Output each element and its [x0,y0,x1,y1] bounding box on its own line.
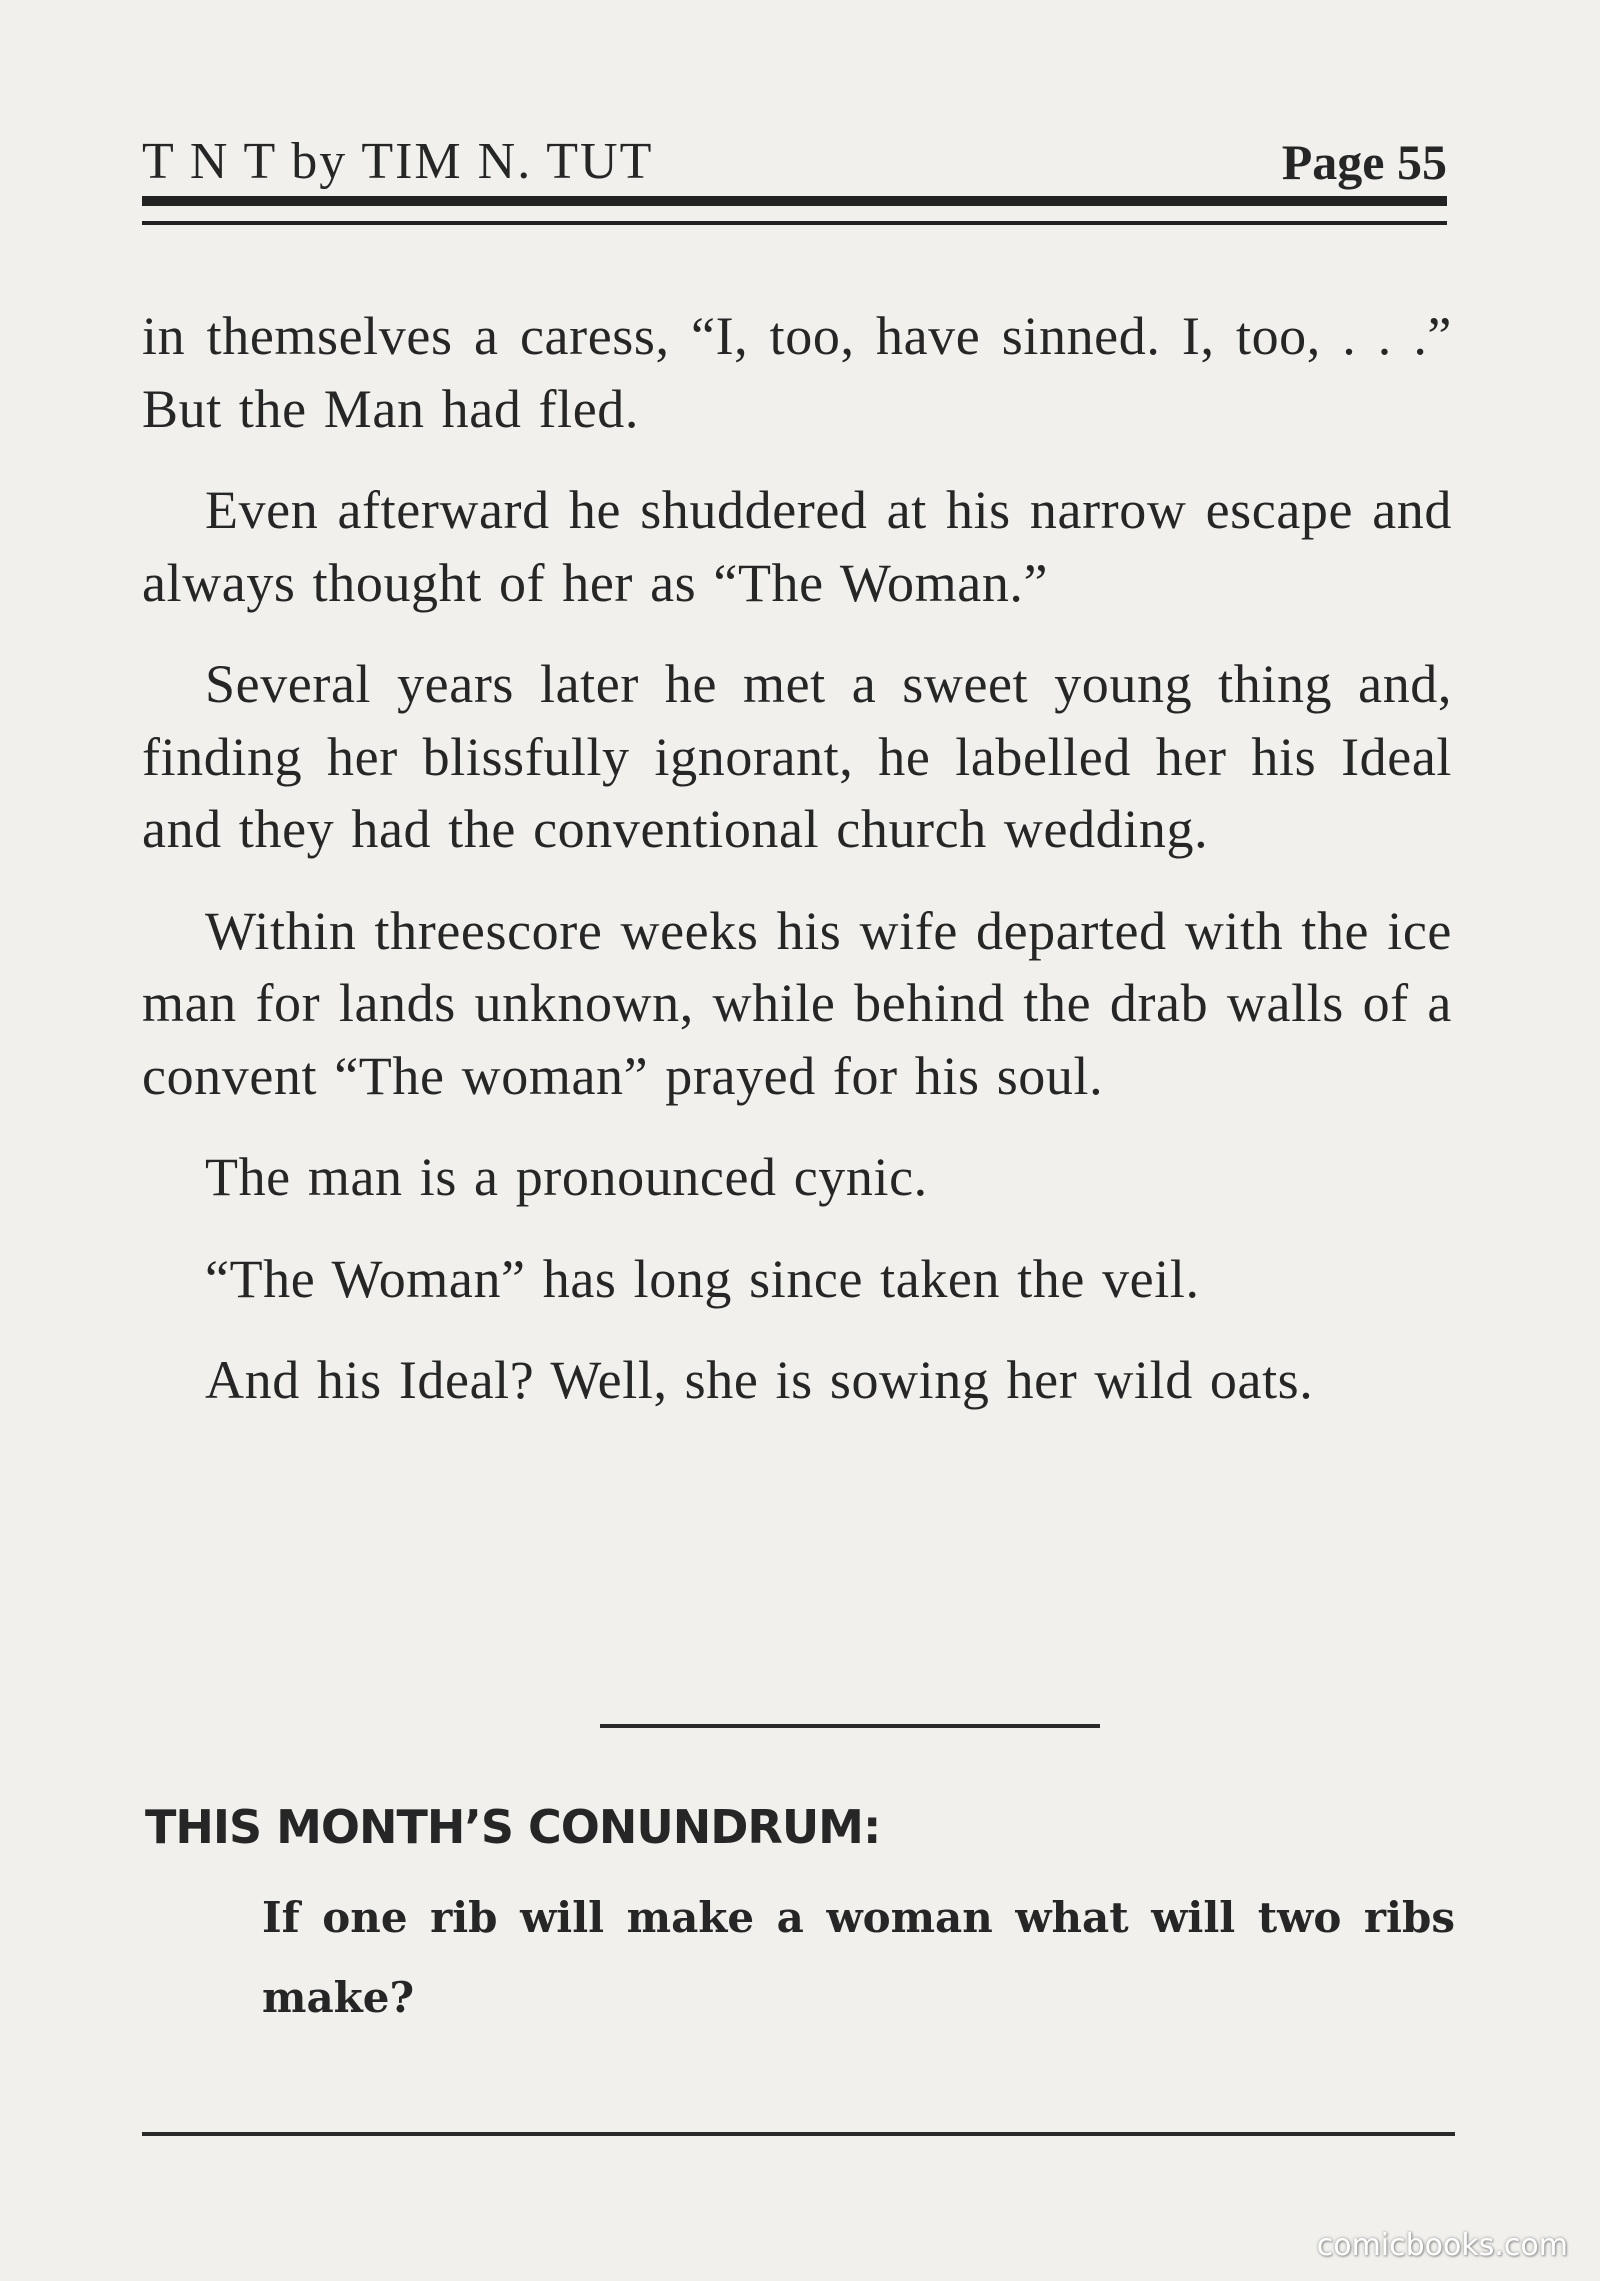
footer-rule [142,2132,1455,2136]
page-header [142,132,1447,192]
header-rule-thick [142,196,1447,206]
paragraph-continuation: in themselves a caress, “I, too, have sinned. I, too, . . .” But the Man had fled. [142,306,1452,439]
paragraph: Several years later he met a sweet young thing and, finding her blissfully ignorant, he labelled her his Ideal and they had the conventional church wedding. [142,654,1452,859]
header-rule-thin [142,221,1447,225]
paragraph: Within threescore weeks his wife departed with the ice man for lands unknown, while behind the drab walls of a convent “The woman” prayed for his soul. [142,900,1452,1106]
section-divider [600,1724,1100,1728]
conundrum-heading: THIS MONTH’S CONUNDRUM: [145,1800,881,1854]
running-title: T N T by TIM N. TUT [142,133,654,190]
watermark: comicbooks.com [1316,2228,1568,2263]
page-number: Page 55 [1281,134,1447,190]
story-body [142,300,1452,1446]
paragraph: “The Woman” has long since taken the veil. [205,1248,1200,1309]
conundrum-question: If one rib will make a woman what will two ribs make? [262,1893,1455,2022]
paragraph: And his Ideal? Well, she is sowing her wild oats. [205,1350,1314,1410]
paragraph: The man is a pronounced cynic. [205,1147,928,1207]
paragraph: Even afterward he shuddered at his narrow escape and always thought of her as “The Woman.” [142,480,1452,613]
